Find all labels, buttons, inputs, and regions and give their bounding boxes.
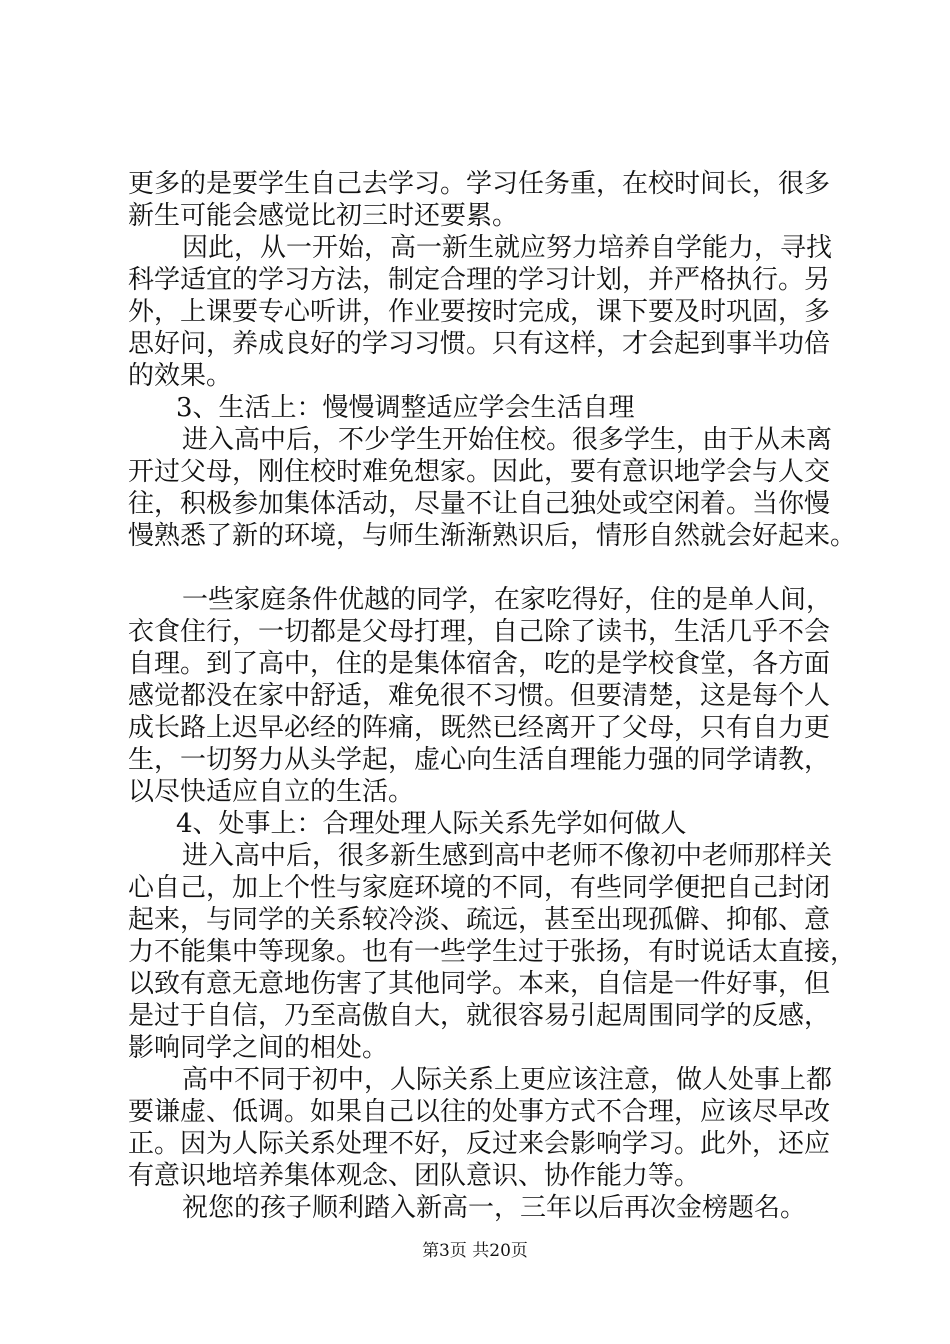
body-line: 科学适宜的学习方法，制定合理的学习计划，并严格执行。另 [128, 265, 831, 295]
document-body [128, 168, 857, 1224]
body-line: 影响同学之间的相处。 [128, 1033, 389, 1063]
body-line: 一些家庭条件优越的同学，在家吃得好，住的是单人间， [182, 585, 833, 615]
body-line: 开过父母，刚住校时难免想家。因此，要有意识地学会与人交 [128, 457, 831, 487]
body-line: 更多的是要学生自己去学习。学习任务重，在校时间长，很多 [128, 169, 831, 199]
body-line: 因此，从一开始，高一新生就应努力培养自学能力，寻找 [182, 233, 833, 263]
section-heading: 3、生活上：慢慢调整适应学会生活自理 [176, 393, 635, 423]
body-line: 衣食住行，一切都是父母打理，自己除了读书，生活几乎不会 [128, 617, 831, 647]
body-line: 心自己，加上个性与家庭环境的不同，有些同学便把自己封闭 [128, 873, 831, 903]
body-line: 进入高中后，不少学生开始住校。很多学生，由于从未离 [182, 425, 833, 455]
page-number-footer: 第3页 共20页 [422, 1241, 528, 1261]
body-line: 有意识地培养集体观念、团队意识、协作能力等。 [128, 1161, 701, 1191]
body-line: 的效果。 [128, 361, 233, 391]
body-line: 成长路上迟早必经的阵痛，既然已经离开了父母，只有自力更 [128, 713, 831, 743]
body-line: 力不能集中等现象。也有一些学生过于张扬，有时说话太直接， [128, 937, 857, 967]
body-line: 是过于自信，乃至高傲自大，就很容易引起周围同学的反感， [128, 1001, 831, 1031]
body-line: 高中不同于初中，人际关系上更应该注意，做人处事上都 [182, 1065, 833, 1095]
body-line: 自理。到了高中，住的是集体宿舍，吃的是学校食堂，各方面 [128, 649, 831, 679]
body-line: 要谦虚、低调。如果自己以往的处事方式不合理，应该尽早改 [128, 1097, 831, 1127]
body-line: 慢熟悉了新的环境，与师生渐渐熟识后，情形自然就会好起来。 [128, 521, 857, 551]
body-line: 祝您的孩子顺利踏入新高一，三年以后再次金榜题名。 [182, 1193, 807, 1223]
body-line: 进入高中后，很多新生感到高中老师不像初中老师那样关 [182, 841, 833, 871]
body-line: 新生可能会感觉比初三时还要累。 [128, 201, 519, 231]
body-line: 以尽快适应自立的生活。 [128, 777, 415, 807]
body-line: 思好问，养成良好的学习习惯。只有这样，才会起到事半功倍 [128, 329, 831, 359]
body-line: 以致有意无意地伤害了其他同学。本来，自信是一件好事，但 [128, 969, 831, 999]
body-line: 感觉都没在家中舒适，难免很不习惯。但要清楚，这是每个人 [128, 681, 831, 711]
paragraph-gap [128, 552, 852, 584]
body-line: 起来，与同学的关系较冷淡、疏远，甚至出现孤僻、抑郁、意 [128, 905, 831, 935]
body-line: 生，一切努力从头学起，虚心向生活自理能力强的同学请教， [128, 745, 831, 775]
body-line: 正。因为人际关系处理不好，反过来会影响学习。此外，还应 [128, 1129, 831, 1159]
body-line: 外，上课要专心听讲，作业要按时完成，课下要及时巩固，多 [128, 297, 831, 327]
section-heading: 4、处事上：合理处理人际关系先学如何做人 [176, 809, 687, 839]
body-line: 往，积极参加集体活动，尽量不让自己独处或空闲着。当你慢 [128, 489, 831, 519]
